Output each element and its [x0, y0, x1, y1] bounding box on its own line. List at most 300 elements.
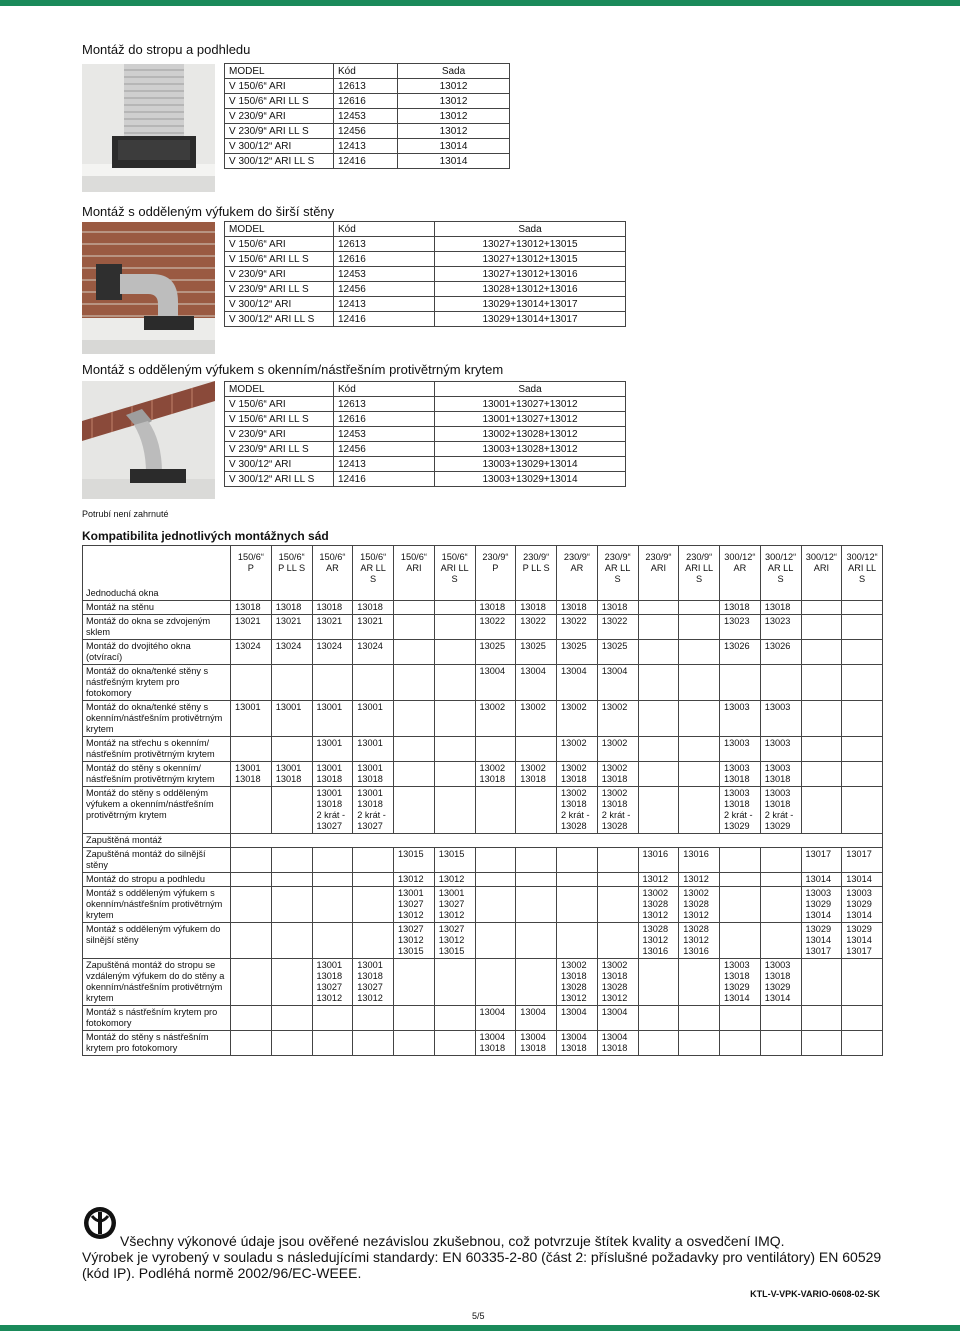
col-header-set: Sada	[435, 222, 626, 237]
compat-cell	[231, 1006, 272, 1031]
compat-cell: 13012	[679, 873, 720, 887]
compat-cell: 13018	[353, 601, 394, 615]
compat-cell: 13002 13018	[475, 762, 516, 787]
compat-cell: 13001 13027 13012	[394, 887, 435, 923]
compat-row-label: Montáž do okna/tenké stěny s nástřešným krytem pro fotokomory	[83, 665, 231, 701]
col-header-set: Sada	[435, 382, 626, 397]
compat-cell: 13001	[271, 701, 312, 737]
table-row: V 300/12“ ARI 12413 13003+13029+13014	[225, 457, 626, 472]
compat-cell	[760, 1031, 801, 1056]
compat-cell	[271, 1031, 312, 1056]
compat-cell: 13003 13018	[720, 762, 761, 787]
compat-row-label: Montáž do stěny s nástřešním krytem pro fotokomory	[83, 1031, 231, 1056]
compat-cell: 13002 13018 2 krát - 13028	[557, 787, 598, 834]
compat-section-row	[83, 834, 883, 848]
compat-cell	[394, 959, 435, 1006]
compat-cell: 13022	[597, 615, 638, 640]
col-header-model: MODEL	[225, 382, 334, 397]
compat-cell	[720, 873, 761, 887]
compat-cell	[679, 601, 720, 615]
compat-cell: 13004	[516, 1006, 557, 1031]
compat-cell: 13001	[312, 701, 353, 737]
compatibility-table	[82, 545, 883, 1056]
compat-cell: 13018	[720, 601, 761, 615]
compat-cell: 13003	[760, 701, 801, 737]
compat-cell	[597, 923, 638, 959]
compat-cell: 13003 13018 13029 13014	[720, 959, 761, 1006]
compat-cell	[638, 615, 679, 640]
compat-cell	[679, 1006, 720, 1031]
compat-cell	[231, 848, 272, 873]
table-row	[83, 665, 883, 701]
compat-cell: 13018	[475, 601, 516, 615]
compat-cell: 13004 13018	[475, 1031, 516, 1056]
compat-cell	[638, 762, 679, 787]
compat-cell	[312, 887, 353, 923]
compat-cell	[679, 615, 720, 640]
compat-col-header: 300/12“ AR LL S	[760, 546, 801, 601]
compat-cell	[842, 1006, 883, 1031]
compat-cell	[638, 1006, 679, 1031]
compat-cell	[516, 737, 557, 762]
compat-row-label: Montáž s nástřešním krytem pro fotokomory	[83, 1006, 231, 1031]
compat-cell	[271, 848, 312, 873]
spec-table-wall-exhaust	[224, 221, 626, 327]
compat-cell: 13004	[597, 1006, 638, 1031]
compat-cell	[679, 762, 720, 787]
compat-cell: 13002 13018 2 krát - 13028	[597, 787, 638, 834]
compat-cell: 13023	[760, 615, 801, 640]
spec-table-window-cover	[224, 381, 626, 487]
compat-cell: 13024	[353, 640, 394, 665]
compat-cell: 13003 13018 2 krát - 13029	[760, 787, 801, 834]
table-row	[83, 787, 883, 834]
compat-cell	[271, 873, 312, 887]
compat-col-header: 230/9“ ARI LL S	[679, 546, 720, 601]
compat-col-header: 300/12“ ARI	[801, 546, 842, 601]
compat-cell	[434, 1031, 475, 1056]
compat-cell	[638, 665, 679, 701]
compat-cell: 13002	[597, 737, 638, 762]
compat-cell: 13021	[353, 615, 394, 640]
compat-col-header: 230/9“ ARI	[638, 546, 679, 601]
compat-cell: 13021	[271, 615, 312, 640]
top-green-bar	[0, 0, 960, 6]
compat-cell	[842, 701, 883, 737]
compat-cell	[271, 665, 312, 701]
compat-cell: 13015	[434, 848, 475, 873]
compat-cell	[760, 848, 801, 873]
compat-cell	[842, 601, 883, 615]
compat-cell: 13023	[720, 615, 761, 640]
compat-cell: 13004	[557, 1006, 598, 1031]
table-row	[83, 701, 883, 737]
compat-cell	[842, 1031, 883, 1056]
col-header-code: Kód	[334, 222, 435, 237]
compat-cell: 13001	[353, 737, 394, 762]
page-number: 5/5	[472, 1311, 485, 1321]
compat-cell	[394, 615, 435, 640]
compat-cell	[353, 887, 394, 923]
compat-col-header: 230/9“ P	[475, 546, 516, 601]
compat-cell	[271, 1006, 312, 1031]
compat-cell	[597, 873, 638, 887]
compat-cell: 13001 13018	[271, 762, 312, 787]
compat-row-label: Montáž do stěny s okenním/ nástřešním protivětrným krytem	[83, 762, 231, 787]
compat-cell: 13003 13018 13029 13014	[760, 959, 801, 1006]
compat-cell: 13012	[434, 873, 475, 887]
compat-cell: 13002	[516, 701, 557, 737]
compat-cell	[516, 848, 557, 873]
col-header-model: MODEL	[225, 64, 334, 79]
compat-cell: 13002 13018	[557, 762, 598, 787]
compat-col-header: 150/6“ ARI LL S	[434, 546, 475, 601]
photo-ceiling-mount	[82, 64, 215, 192]
compat-cell	[394, 1031, 435, 1056]
compat-cell: 13025	[475, 640, 516, 665]
compat-cell	[434, 615, 475, 640]
compat-cell	[394, 787, 435, 834]
compat-row-label: Montáž na stěnu	[83, 601, 231, 615]
compat-cell: 13018	[597, 601, 638, 615]
footer-statement	[82, 1233, 892, 1281]
compat-cell	[679, 701, 720, 737]
compat-cell	[801, 959, 842, 1006]
compat-row-label: Montáž s odděleným výfukem s okenním/nástřešním protivětrným krytem	[83, 887, 231, 923]
compat-cell: 13016	[638, 848, 679, 873]
compat-corner-label: Jednoduchá okna	[83, 546, 231, 601]
col-header-code: Kód	[334, 64, 398, 79]
compat-cell	[638, 601, 679, 615]
compat-cell	[516, 923, 557, 959]
compat-cell: 13022	[557, 615, 598, 640]
compat-cell	[475, 887, 516, 923]
compat-cell: 13026	[720, 640, 761, 665]
col-header-model: MODEL	[225, 222, 334, 237]
compat-cell	[353, 923, 394, 959]
compat-cell: 13001 13027 13012	[434, 887, 475, 923]
compat-col-header: 150/6“ AR LL S	[353, 546, 394, 601]
compat-cell: 13001 13018 2 krát - 13027	[353, 787, 394, 834]
compat-cell: 13003 13029 13014	[842, 887, 883, 923]
compat-cell: 13002 13018	[597, 762, 638, 787]
table-row: V 300/12“ ARI 12413 13014	[225, 139, 510, 154]
compat-cell: 13003 13029 13014	[801, 887, 842, 923]
table-row	[83, 848, 883, 873]
compat-cell	[353, 665, 394, 701]
compat-cell	[434, 787, 475, 834]
compat-cell	[557, 887, 598, 923]
photo-wall-exhaust	[82, 222, 215, 354]
compat-cell: 13012	[638, 873, 679, 887]
compat-cell	[271, 787, 312, 834]
compat-cell: 13002	[557, 701, 598, 737]
compat-cell: 13001 13018 13027 13012	[312, 959, 353, 1006]
compat-cell: 13001 13018	[353, 762, 394, 787]
compat-cell: 13012	[394, 873, 435, 887]
compat-cell	[434, 665, 475, 701]
compat-cell: 13018	[557, 601, 598, 615]
compat-row-label: Montáž do stěny s odděleným výfukem a okenním/nástřešním protivětrným krytem	[83, 787, 231, 834]
compat-cell	[597, 848, 638, 873]
compat-col-header: 150/6“ AR	[312, 546, 353, 601]
compat-header-row	[83, 546, 883, 601]
compat-cell: 13002 13018 13028 13012	[557, 959, 598, 1006]
compat-cell: 13001	[231, 701, 272, 737]
compat-cell	[271, 959, 312, 1006]
compat-cell	[475, 923, 516, 959]
compat-cell: 13002	[597, 701, 638, 737]
compat-cell	[231, 923, 272, 959]
compat-cell	[679, 640, 720, 665]
compat-cell	[638, 640, 679, 665]
compat-row-label: Zapuštěná montáž do stropu se vzdáleným výfukem do do stěny a okenním/nástřešním protivětrným krytem	[83, 959, 231, 1006]
compat-cell	[434, 737, 475, 762]
compat-cell: 13016	[679, 848, 720, 873]
compat-cell: 13003 13018 2 krát - 13029	[720, 787, 761, 834]
compat-cell	[434, 601, 475, 615]
compat-cell: 13014	[801, 873, 842, 887]
compat-cell	[557, 848, 598, 873]
compat-cell	[679, 1031, 720, 1056]
compat-cell: 13015	[394, 848, 435, 873]
compat-cell	[312, 848, 353, 873]
compat-cell: 13025	[557, 640, 598, 665]
compat-cell	[475, 873, 516, 887]
compat-cell: 13001 13018	[312, 762, 353, 787]
compat-cell: 13004	[475, 1006, 516, 1031]
compat-col-header: 300/12“ ARI LL S	[842, 546, 883, 601]
table-row: V 230/9“ ARI LL S 12456 13003+13028+13012	[225, 442, 626, 457]
compat-cell	[434, 1006, 475, 1031]
compat-cell	[597, 887, 638, 923]
compat-cell	[475, 737, 516, 762]
table-row: V 300/12“ ARI LL S 12416 13014	[225, 154, 510, 169]
compat-cell	[842, 737, 883, 762]
compat-cell	[638, 701, 679, 737]
compat-cell: 13003	[760, 737, 801, 762]
compat-cell	[720, 665, 761, 701]
table-row	[83, 737, 883, 762]
compat-cell	[720, 848, 761, 873]
compat-cell: 13004	[475, 665, 516, 701]
compat-cell: 13018	[312, 601, 353, 615]
compat-cell	[679, 959, 720, 1006]
compat-cell: 13002 13028 13012	[679, 887, 720, 923]
table-row	[83, 1006, 883, 1031]
compat-row-label: Zapuštěná montáž	[83, 834, 231, 848]
footer-line-standards: Výrobek je vyrobený v souladu s následujícími standardy: EN 60335-2-80 (část 2: příslušné požadavky pro ventilátory) EN 60529 (kód IP). Podléhá normě 2002/96/EC-WEEE.	[82, 1249, 882, 1281]
compat-cell: 13018	[271, 601, 312, 615]
compat-cell: 13024	[231, 640, 272, 665]
table-row	[83, 640, 883, 665]
compat-cell: 13003	[720, 701, 761, 737]
photo-window-cover	[82, 381, 215, 499]
compat-col-header: 150/6“ P LL S	[271, 546, 312, 601]
compat-cell	[720, 887, 761, 923]
compat-cell: 13024	[312, 640, 353, 665]
compat-cell	[231, 737, 272, 762]
compat-cell: 13014	[842, 873, 883, 887]
compat-cell: 13002 13028 13012	[638, 887, 679, 923]
compat-cell	[801, 701, 842, 737]
compat-cell: 13025	[516, 640, 557, 665]
compat-cell	[801, 615, 842, 640]
compat-cell	[720, 1006, 761, 1031]
compat-cell	[801, 601, 842, 615]
table-row	[83, 762, 883, 787]
compat-row-label: Montáž na střechu s okenním/ nástřešním protivětrným krytem	[83, 737, 231, 762]
table-row	[83, 601, 883, 615]
compat-cell	[394, 665, 435, 701]
compat-cell: 13002 13018	[516, 762, 557, 787]
compat-cell: 13004 13018	[557, 1031, 598, 1056]
compat-col-header: 300/12“ AR	[720, 546, 761, 601]
compat-cell: 13003	[720, 737, 761, 762]
compat-cell	[434, 640, 475, 665]
compat-cell: 13028 13012 13016	[638, 923, 679, 959]
compat-cell: 13002 13018 13028 13012	[597, 959, 638, 1006]
compat-cell	[801, 737, 842, 762]
compat-cell	[720, 923, 761, 959]
compat-cell: 13021	[231, 615, 272, 640]
compat-cell	[760, 873, 801, 887]
compat-row-label: Montáž do dvojitého okna (otvírací)	[83, 640, 231, 665]
compat-cell	[231, 665, 272, 701]
document-code: KTL-V-VPK-VARIO-0608-02-SK	[750, 1289, 880, 1299]
table-row: V 230/9“ ARI LL S 12456 13012	[225, 124, 510, 139]
compat-cell	[679, 737, 720, 762]
compat-row-label: Montáž do okna se zdvojeným sklem	[83, 615, 231, 640]
compat-cell: 13018	[231, 601, 272, 615]
section-title-wall-exhaust: Montáž s odděleným výfukem do širší stěny	[82, 204, 335, 219]
compat-cell	[638, 737, 679, 762]
compat-cell: 13004 13018	[516, 1031, 557, 1056]
table-row: V 300/12“ ARI LL S 12416 13003+13029+13014	[225, 472, 626, 487]
compat-cell: 13017	[801, 848, 842, 873]
compat-cell	[801, 665, 842, 701]
col-header-code: Kód	[334, 382, 435, 397]
spec-table-ceiling	[224, 63, 510, 169]
table-row: V 300/12“ ARI 12413 13029+13014+13017	[225, 297, 626, 312]
compat-cell	[516, 887, 557, 923]
compat-cell	[434, 701, 475, 737]
section-title-ceiling: Montáž do stropu a podhledu	[82, 42, 251, 57]
compat-cell	[842, 640, 883, 665]
compat-cell: 13004	[597, 665, 638, 701]
compat-title: Kompatibilita jednotlivých montážnych sád	[82, 529, 329, 543]
compat-cell: 13022	[516, 615, 557, 640]
compat-cell	[760, 923, 801, 959]
compat-cell: 13021	[312, 615, 353, 640]
compat-cell	[842, 615, 883, 640]
compat-cell	[434, 762, 475, 787]
compat-cell	[760, 887, 801, 923]
compat-cell	[312, 873, 353, 887]
table-row: V 150/6“ ARI LL S 12616 13001+13027+13012	[225, 412, 626, 427]
compat-cell	[638, 959, 679, 1006]
table-row: V 230/9“ ARI 12453 13012	[225, 109, 510, 124]
compat-row-label: Montáž do stropu a podhledu	[83, 873, 231, 887]
table-row	[83, 615, 883, 640]
compat-cell	[394, 762, 435, 787]
compat-row-label: Montáž do okna/tenké stěny s okenním/nástřešním protivětrným krytem	[83, 701, 231, 737]
table-row: V 150/6“ ARI LL S 12616 13027+13012+13015	[225, 252, 626, 267]
compat-cell	[679, 665, 720, 701]
compat-cell	[801, 1031, 842, 1056]
compat-cell	[353, 848, 394, 873]
table-row: V 230/9“ ARI LL S 12456 13028+13012+13016	[225, 282, 626, 297]
table-row	[83, 959, 883, 1006]
compat-cell: 13002	[475, 701, 516, 737]
compat-cell	[434, 959, 475, 1006]
compat-cell	[312, 665, 353, 701]
compat-cell	[516, 959, 557, 1006]
compat-cell: 13001 13018	[231, 762, 272, 787]
compat-cell	[231, 787, 272, 834]
compat-cell: 13027 13012 13015	[434, 923, 475, 959]
compat-cell	[394, 601, 435, 615]
compat-cell	[801, 787, 842, 834]
compat-cell: 13028 13012 13016	[679, 923, 720, 959]
compat-col-header: 230/9“ AR LL S	[597, 546, 638, 601]
col-header-set: Sada	[398, 64, 510, 79]
compat-cell	[475, 959, 516, 1006]
compat-row-label: Zapuštěná montáž do silnější stěny	[83, 848, 231, 873]
compat-cell: 13001 13018 13027 13012	[353, 959, 394, 1006]
compat-cell	[353, 1031, 394, 1056]
compat-cell	[271, 923, 312, 959]
compat-cell: 13017	[842, 848, 883, 873]
compat-cell	[842, 762, 883, 787]
compat-cell	[271, 737, 312, 762]
section-title-window-cover: Montáž s odděleným výfukem s okenním/nástřešním protivětrným krytem	[82, 362, 504, 377]
compat-cell	[394, 1006, 435, 1031]
compat-cell: 13022	[475, 615, 516, 640]
compat-col-header: 230/9“ P LL S	[516, 546, 557, 601]
compat-cell	[760, 1006, 801, 1031]
compat-cell	[312, 1006, 353, 1031]
compat-cell	[394, 701, 435, 737]
compat-col-header: 230/9“ AR	[557, 546, 598, 601]
table-row: V 300/12“ ARI LL S 12416 13029+13014+13017	[225, 312, 626, 327]
bottom-green-bar	[0, 1325, 960, 1331]
compat-cell	[231, 1031, 272, 1056]
compat-cell	[801, 1006, 842, 1031]
footer-line-certification: Všechny výkonové údaje jsou ověřené nezávislou zkušebnou, což potvrzuje štítek kvality a osvedčení IMQ.	[120, 1233, 785, 1249]
compat-cell: 13004	[516, 665, 557, 701]
compat-cell	[312, 923, 353, 959]
compat-cell	[801, 762, 842, 787]
compat-cell	[475, 787, 516, 834]
compat-cell: 13001	[312, 737, 353, 762]
compat-cell: 13018	[760, 601, 801, 615]
compat-cell	[516, 787, 557, 834]
table-row	[83, 873, 883, 887]
table-row	[83, 923, 883, 959]
table-row: V 230/9“ ARI 12453 13002+13028+13012	[225, 427, 626, 442]
compat-cell: 13024	[271, 640, 312, 665]
compat-cell	[557, 873, 598, 887]
compat-cell	[353, 873, 394, 887]
compat-cell	[231, 887, 272, 923]
compat-col-header: 150/6“ ARI	[394, 546, 435, 601]
compat-cell: 13026	[760, 640, 801, 665]
compat-cell	[312, 1031, 353, 1056]
compat-cell	[842, 787, 883, 834]
compat-cell	[516, 873, 557, 887]
compat-cell	[271, 887, 312, 923]
